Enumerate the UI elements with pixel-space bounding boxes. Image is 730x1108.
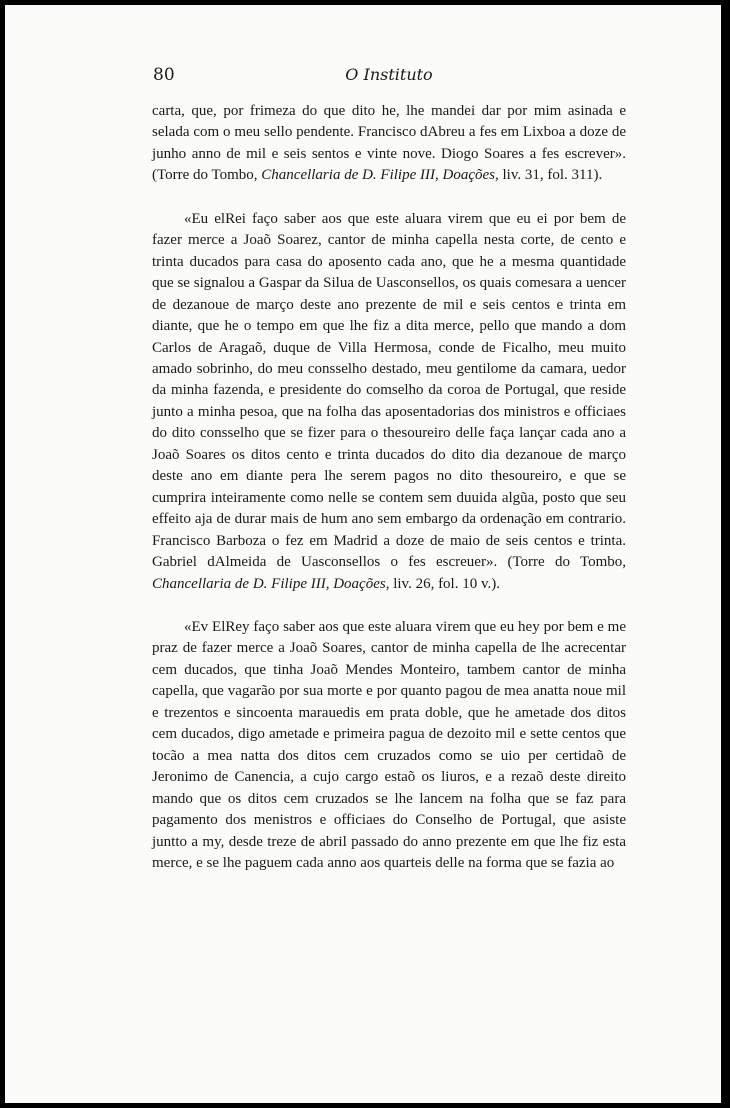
text-segment: , liv. 26, fol. 10 v.). [385,575,500,592]
page-header [153,65,625,89]
citation-title: Chancellaria de D. Filipe III, Doações [261,167,495,184]
paragraph-carta-closing [152,101,626,187]
text-segment: carta, que, por frimeza do que dito he, lhe mandei dar por mim asinada e selada com o meu sello pendente. Francisco dAbreu a fes em Lixboa a doze de junho anno de mil e seis sentos e vinte nove. Diogo Soares a fes escrever». (Torre do Tombo, [152,103,626,184]
page-number: 80 [153,65,175,85]
body-text [152,101,626,874]
text-segment: «Ev ElRey faço saber aos que este aluara virem que eu hey por bem e me praz de fazer merce a Joaõ Soares, cantor de minha capella de lhe acrecentar cem ducados, que tinha Joaõ Mendes Monteiro, tambem cantor de minha capella, que vagarão por sua morte e por quanto pagou de mea anatta noue mil e trezentos e sincoenta marauedis em prata doble, que he ametade dos ditos cem ducados, digo ametade e primeira pagua de dezoito mil e sette centos que tocão a mea natta dos ditos cem cruzados como se uio per certidaõ de Jeronimo de Canencia, a cujo cargo estaõ os liuros, e a rezaõ deste direito mando que os ditos cem cruzados se lhe lancem na folha que se faz para pagamento dos menistros e officiaes do Conselho de Portugal, que asiste juntto a my, desde treze de abril passado do anno prezente em que lhe fiz esta merce, e se lhe paguem cada anno aos quarteis delle na forma que se fazia ao [152,618,626,871]
paragraph-alvara-acrecentamento [152,617,626,874]
text-segment: , liv. 31, fol. 311). [494,167,603,184]
running-title: O Instituto [345,65,433,84]
book-page [5,5,721,1103]
text-segment: «Eu elRei faço saber aos que este aluara virem que eu ei por bem de fazer merce a Joaõ Soarez, cantor de minha capella nesta corte, de cento e trinta ducados para casa do aposento cada ano, que he a mesma quantidade que se signalou a Gaspar da Silua de Uasconsellos, os quais comesara a uencer de dezanoue de março deste ano prezente de mil e seis centos e trinta em diante, que he o tempo em que lhe fiz a dita merce, pello que mando a dom Carlos de Aragaõ, duque de Villa Hermosa, conde de Ficalho, meu muito amado sobrinho, do meu consselho destado, meu gentilome da camara, uedor da minha fazenda, e presidente do comselho da coroa de Portugal, que reside junto a minha pesoa, que na folha das aposentadorias dos ministros e officiaes do dito consselho que se fizer para o thesoureiro delle faça lançar cada ano a Joaõ Soares os ditos cento e trinta ducados do dito dia dezanoue de março deste ano em diante pera lhe serem pagos no dito thesoureiro, e que se cumprira inteiramente como nelle se contem sem duuida algũa, posto que seu effeito aja de durar mais de hum ano sem embargo da ordenação em contrario. Francisco Barboza o fez em Madrid a doze de maio de seis centos e trinta. Gabriel dAlmeida de Uasconsellos o fes escreuer». (Torre do Tombo, [152,210,626,571]
paragraph-alvara-1630 [152,209,626,595]
citation-title: Chancellaria de D. Filipe III, Doações [152,575,386,592]
